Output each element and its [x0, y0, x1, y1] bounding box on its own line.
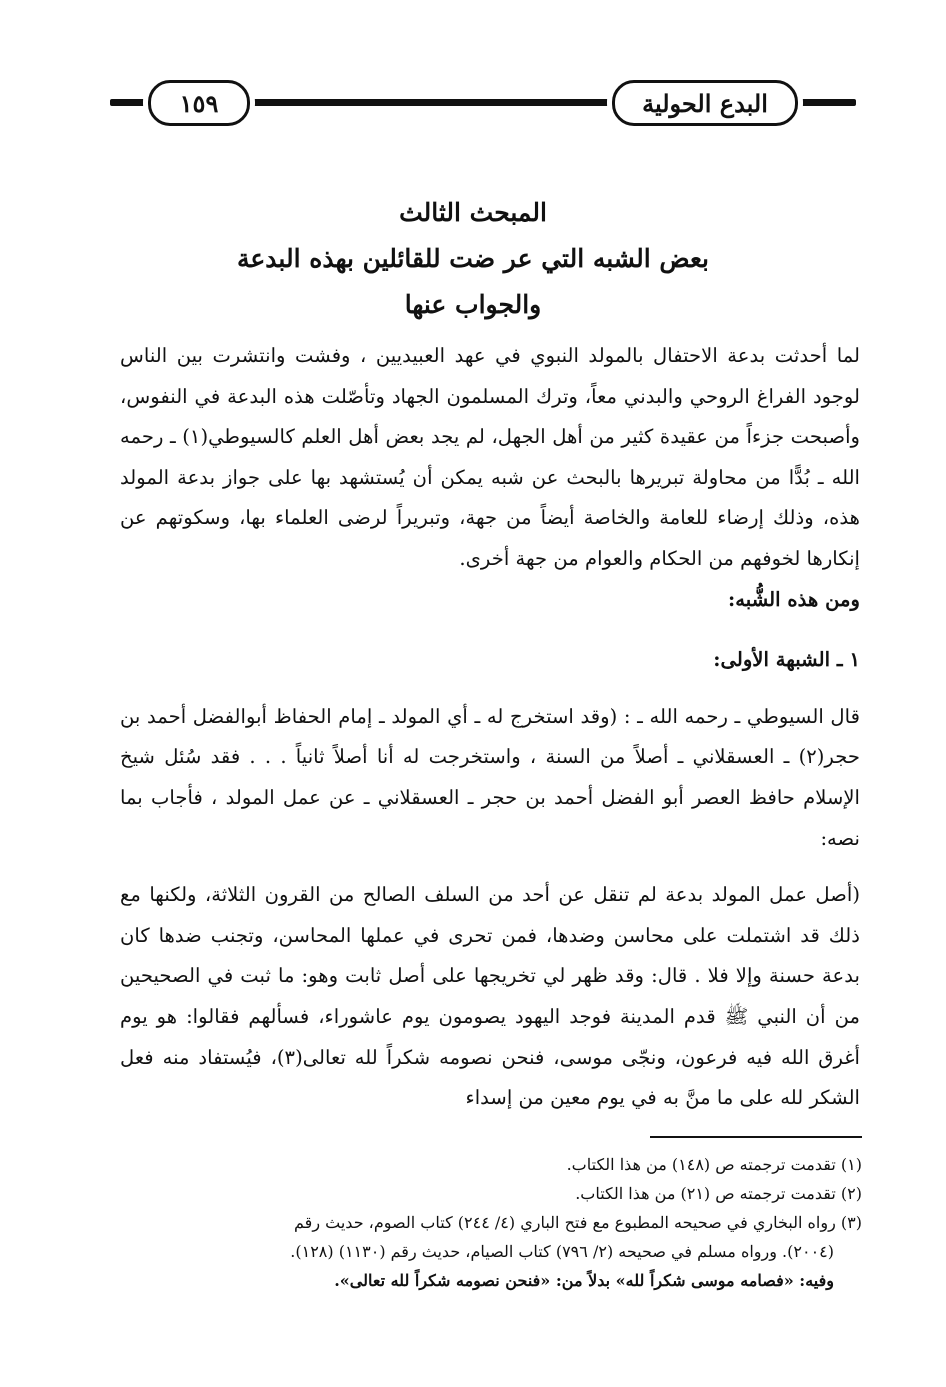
chapter-titles [150, 190, 796, 328]
subtitle-line-1: بعض الشبه التي عر ضت للقائلين بهذه البدعة [236, 244, 710, 273]
book-title: البدع الحولية [642, 88, 768, 118]
first-doubt-heading: ١ ـ الشبهة الأولى: [713, 648, 860, 672]
footnote-1: (١) تقدمت ترجمته ص (١٤٨) من هذا الكتاب. [566, 1155, 862, 1174]
footnote-3-continued: (٢٠٠٤). ورواه مسلم في صحيحه (٢/ ٧٩٦) كتاب الصيام، حديث رقم (١١٣٠) (١٢٨). [290, 1242, 834, 1261]
footnote-3-note: وفيه: «فصامه موسى شكراً لله» بدلاً من: «فنحن نصومه شكراً لله تعالى». [334, 1271, 834, 1290]
ibn-hajar-answer-paragraph: (أصل عمل المولد بدعة لم تنقل عن أحد من السلف الصالح من القرون الثلاثة، ولكنها مع ذلك قد اشتملت على محاسن وضدها، فمن تحرى في عملها المحاسن، وتجنب ضدها كان بدعة حسنة وإلا فلا . قال: وقد ظهر لي تخريجها على أصل ثابت وهو: ما ثبت في الصحيحين من أن النبي ﷺ قدم المدينة فوجد اليهود يصومون يوم عاشوراء، فسألهم فقالوا: هو يوم أغرق الله فيه فرعون، ونجّى موسى، فنحن نصومه شكراً لله تعالى(٣)، فيُستفاد منه فعل الشكر لله على ما منَّ به في يوم معين من إسداء [120, 883, 860, 1110]
subtitle-line-2: والجواب عنها [404, 290, 542, 319]
footnote-rule [650, 1136, 862, 1138]
subheading-shubah: ومن هذه الشُّبه: [728, 587, 860, 611]
body-text [120, 336, 860, 1119]
suyuti-quote-paragraph: قال السيوطي ـ رحمه الله ـ : (وقد استخرج له ـ أي المولد ـ إمام الحفاظ أبوالفضل أحمد بن حجر(٢) ـ العسقلاني ـ أصلاً من السنة ، واستخرجت له أنا أصلاً ثانياً . . . فقد سُئل شيخ الإسلام حافظ العصر أبو الفضل أحمد بن حجر ـ العسقلاني ـ عن عمل المولد ، فأجاب بما نصه: [120, 704, 860, 850]
page-number-cartouche [148, 80, 250, 126]
page-header [110, 78, 856, 126]
page-number: ١٥٩ [179, 88, 219, 118]
book-title-cartouche [612, 80, 798, 126]
footnote-2: (٢) تقدمت ترجمته ص (٢١) من هذا الكتاب. [575, 1184, 862, 1203]
footnotes [120, 1150, 862, 1295]
intro-paragraph: لما أحدثت بدعة الاحتفال بالمولد النبوي في عهد العبيديين ، وفشت وانتشرت بين الناس لوجود الفراغ الروحي والبدني معاً، وترك المسلمون الجهاد وتأصّلت هذه البدعة في النفوس، وأصبحت جزءاً من عقيدة كثير من أهل الجهل، لم يجد بعض أهل العلم كالسيوطي(١) ـ رحمه الله ـ بُدًّا من محاولة تبريرها بالبحث عن شبه يمكن أن يُستشهد بها على جواز بدعة المولد هذه، وذلك إرضاء للعامة والخاصة أيضاً من جهة، وتبريراً لرضى العلماء بها، وسكوتهم عن إنكارها لخوفهم من الحكام والعوام من جهة أخرى. [120, 344, 860, 570]
section-title: المبحث الثالث [399, 198, 547, 227]
footnote-3: (٣) رواه البخاري في صحيحه المطبوع مع فتح الباري (٤/ ٢٤٤) كتاب الصوم، حديث رقم [294, 1213, 862, 1232]
